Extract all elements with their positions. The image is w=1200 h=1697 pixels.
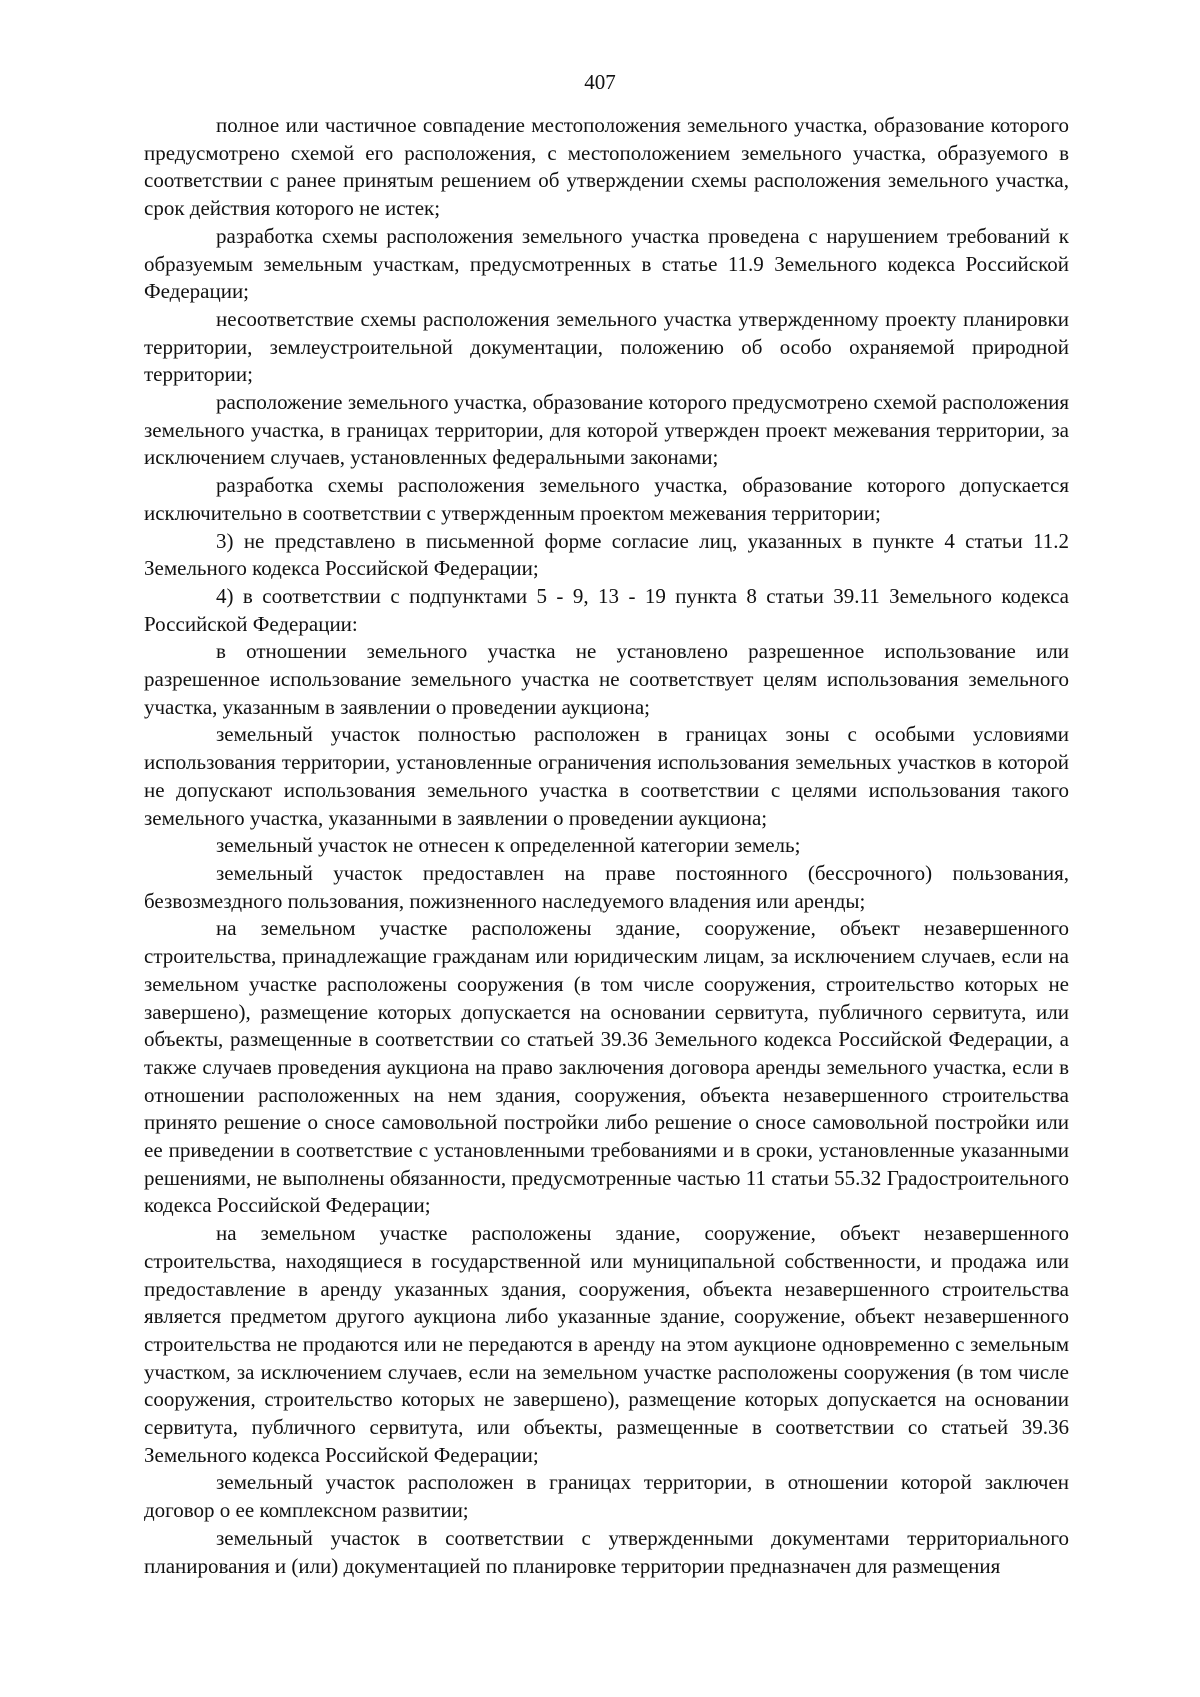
paragraph: земельный участок предоставлен на праве постоянного (бессрочного) пользования, безвозмездного пользования, пожизненного наследуемого владения или аренды; <box>144 860 1069 913</box>
paragraph: 4) в соответствии с подпунктами 5 - 9, 13 - 19 пункта 8 статьи 39.11 Земельного кодекса Российской Федерации: <box>144 583 1069 636</box>
paragraph: земельный участок расположен в границах территории, в отношении которой заключен договор о ее комплексном развитии; <box>144 1470 1069 1523</box>
paragraph: полное или частичное совпадение местоположения земельного участка, образование которого предусмотрено схемой его расположения, с местоположением земельного участка, образуемого в соответствии с ранее принятым решением об утверждении схемы расположения земельного участка, срок действия которого не истек; <box>144 113 1069 221</box>
paragraph: на земельном участке расположены здание, сооружение, объект незавершенного строительства, находящиеся в государственной или муниципальной собственности, и продажа или предоставление в аренду указанных здания, сооружения, объекта незавершенного строительства является предметом другого аукциона либо указанные здание, сооружение, объект незавершенного строительства не продаются или не передаются в аренду на этом аукционе одновременно с земельным участком, за исключением случаев, если на земельном участке расположены сооружения (в том числе сооружения, строительство которых не завершено), размещение которых допускается на основании сервитута, публичного сервитута, или объекты, размещенные в соответствии со статьей 39.36 Земельного кодекса Российской Федерации; <box>144 1221 1069 1467</box>
paragraph: на земельном участке расположены здание, сооружение, объект незавершенного строительства, принадлежащие гражданам или юридическим лицам, за исключением случаев, если на земельном участке расположены сооружения (в том числе сооружения, строительство которых не завершено), размещение которых допускается на основании сервитута, публичного сервитута, или объекты, размещенные в соответствии со статьей 39.36 Земельного кодекса Российской Федерации, а также случаев проведения аукциона на право заключения договора аренды земельного участка, если в отношении расположенных на нем здания, сооружения, объекта незавершенного строительства принято решение о сносе самовольной постройки либо решение о сносе самовольной постройки или ее приведении в соответствие с установленными требованиями и в сроки, установленные указанными решениями, не выполнены обязанности, предусмотренные частью 11 статьи 55.32 Градостроительного кодекса Российской Федерации; <box>144 916 1069 1218</box>
paragraph: расположение земельного участка, образование которого предусмотрено схемой расположения земельного участка, в границах территории, для которой утвержден проект межевания территории, за исключением случаев, установленных федеральными законами; <box>144 390 1069 470</box>
page-number: 407 <box>584 70 616 94</box>
paragraph: разработка схемы расположения земельного участка, образование которого допускается исключительно в соответствии с утвержденным проектом межевания территории; <box>144 473 1069 525</box>
paragraph: несоответствие схемы расположения земельного участка утвержденному проекту планировки территории, землеустроительной документации, положению об особо охраняемой природной территории; <box>144 306 1069 387</box>
paragraph: земельный участок в соответствии с утвержденными документами территориального планирования и (или) документацией по планировке территории предназначен для размещения <box>144 1525 1069 1578</box>
paragraph: разработка схемы расположения земельного участка проведена с нарушением требований к образуемым земельным участкам, предусмотренных в статье 11.9 Земельного кодекса Российской Федерации; <box>144 223 1069 304</box>
paragraph: земельный участок не отнесен к определенной категории земель; <box>216 833 801 858</box>
paragraph: земельный участок полностью расположен в границах зоны с особыми условиями использования территории, установленные ограничения использования земельных участков в которой не допускают использования земельного участка в соответствии с целями использования такого земельного участка, указанными в заявлении о проведении аукциона; <box>144 722 1069 830</box>
paragraph: в отношении земельного участка не установлено разрешенное использование или разрешенное использование земельного участка не соответствует целям использования земельного участка, указанным в заявлении о проведении аукциона; <box>144 639 1069 719</box>
paragraph: 3) не представлено в письменной форме согласие лиц, указанных в пункте 4 статьи 11.2 Земельного кодекса Российской Федерации; <box>144 528 1069 581</box>
document-body <box>144 112 1069 1580</box>
